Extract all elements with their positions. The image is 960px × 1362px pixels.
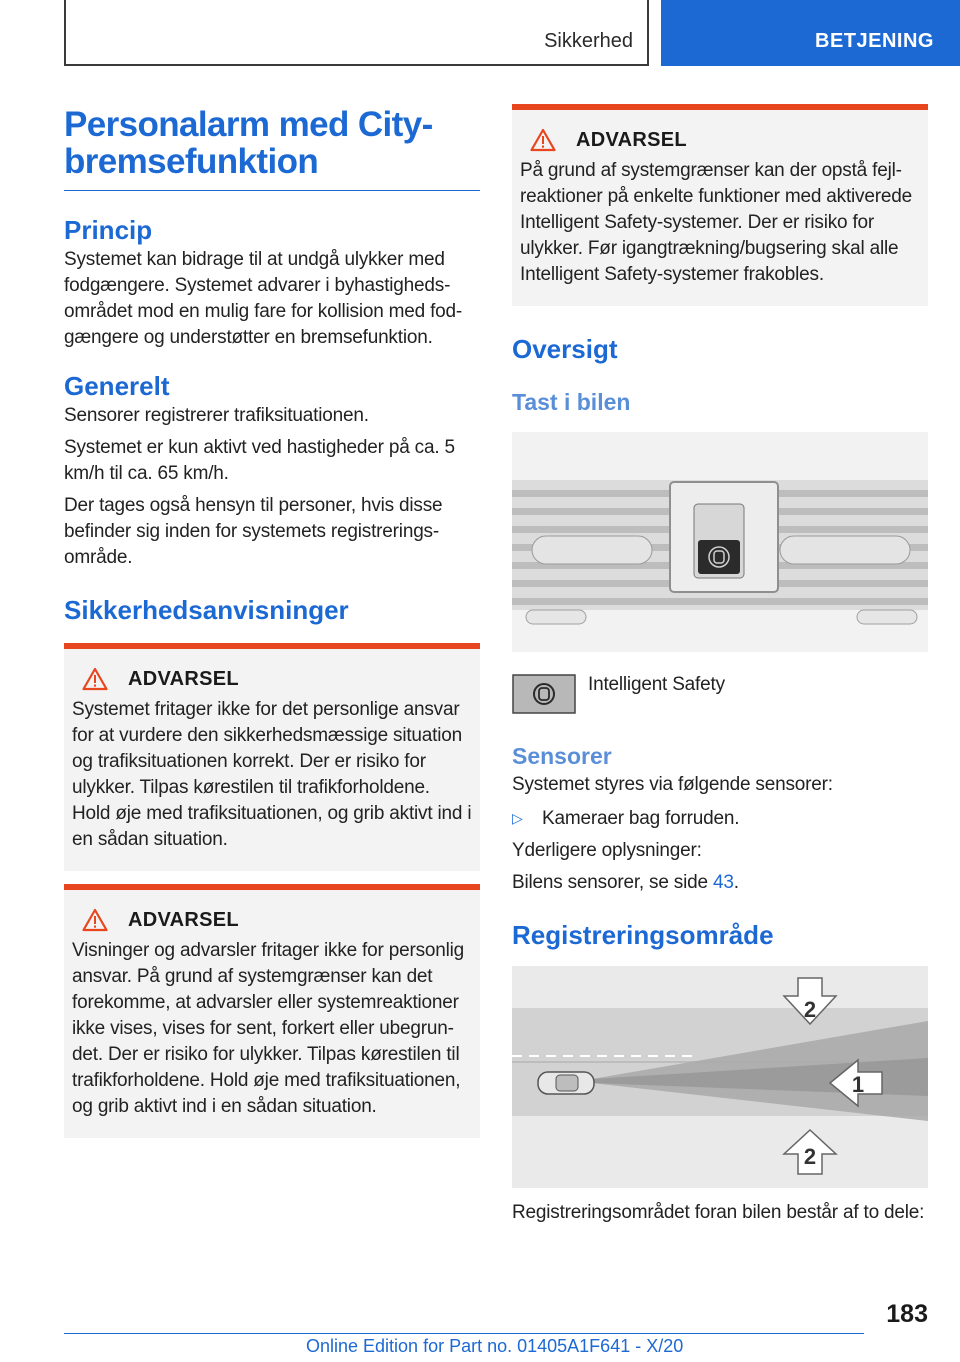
generelt-text-1: Sensorer registrerer trafiksituationen.: [64, 405, 369, 426]
intelligent-safety-button-icon: [512, 674, 576, 714]
warning-text-3: På grund af systemgrænser kan der opstå fejlreaktioner på enkelte funktioner med aktiverede Intelligent Safety-systemer. Der er risiko for ulykker. Før igangtrækning/bugsering skal alle Intelligent Safety-systemer frakobles.: [520, 160, 912, 285]
warning-triangle-icon: [82, 908, 108, 932]
header-chapter-title: BETJENING: [815, 30, 934, 52]
sensorer-text-3: Bilens sensorer, se side 43.: [512, 872, 739, 893]
list-bullet-triangle-icon: ▷: [512, 810, 523, 826]
registrering-heading: Registreringsområde: [512, 920, 774, 950]
princip-heading: Princip: [64, 215, 153, 245]
warning-box-1: [64, 643, 480, 871]
sensorer-text-2: Yderligere oplysninger:: [512, 840, 702, 861]
warning-title-1: ADVARSEL: [128, 667, 239, 690]
bullet-text: Kameraer bag forruden.: [542, 808, 740, 829]
detection-area-diagram: [512, 966, 928, 1188]
header-section-title: Sikkerhed: [544, 30, 633, 52]
right-column: [512, 104, 928, 1226]
generelt-text-3: Der tages også hensyn til personer, hvis disse befinder sig inden for systemets registreringsområde.: [64, 495, 443, 568]
footer-edition: Online Edition for Part no. 01405A1F641 - X/20: [306, 1336, 684, 1356]
footer-divider: [64, 1333, 864, 1334]
warning-title-2: ADVARSEL: [128, 908, 239, 931]
warning-box-3: [512, 104, 928, 306]
warning-text-2: Visninger og advarsler fritager ikke for personlig ansvar. På grund af systemgrænser kan det forekomme, at advarsler eller systemreaktioner ikke vises, vises for sent, forkert eller ubegrundet. Der er risiko for ulykker. Tilpas kørestilen til trafikforholdene. Hold øje med trafiksituationen, og grib aktivt ind i en sådan situation.: [72, 940, 465, 1117]
generelt-heading: Generelt: [64, 371, 170, 401]
oversigt-heading: Oversigt: [512, 334, 618, 364]
page-title: Personalarm med City- bremsefunktion: [64, 106, 480, 191]
registrering-text: Registreringsområdet foran bilen består af to dele:: [512, 1202, 925, 1223]
warning-triangle-icon: [82, 667, 108, 691]
button-label: Intelligent Safety: [588, 674, 725, 695]
button-panel-photo: [512, 432, 928, 652]
tast-heading: Tast i bilen: [512, 389, 631, 415]
left-column: [64, 100, 480, 1138]
label-2-bottom: 2: [803, 1144, 817, 1169]
warning-box-2: [64, 884, 480, 1138]
header-chapter-box: [661, 0, 960, 66]
warning-triangle-icon: [530, 128, 556, 152]
safety-heading: Sikkerhedsanvisninger: [64, 595, 349, 625]
warning-title-3: ADVARSEL: [576, 128, 687, 151]
header-section-box: [64, 0, 649, 66]
page-number: 183: [886, 1300, 928, 1328]
button-panel-image: [512, 432, 928, 652]
button-legend-row: [512, 674, 928, 714]
warning-text-1: Systemet fritager ikke for det personlige ansvar for at vurdere den sikkerhedsmæssige situation og trafiksituationen korrekt. Der er risiko for ulykker. Tilpas kørestilen til trafikforholdene. Hold øje med trafiksituationen, og grib aktivt ind i en sådan situation.: [72, 699, 472, 850]
car-icon: [538, 1072, 594, 1094]
label-2-top: 2: [803, 997, 817, 1022]
generelt-text-2: Systemet er kun aktivt ved hastigheder på ca. 5 km/h til ca. 65 km/h.: [64, 437, 455, 484]
princip-text: Systemet kan bidrage til at undgå ulykker med fodgængere. Systemet advarer i byhastighedsområdet mod en mulig fare for kollision med fodgængere og understøtter en bremsefunktion.: [64, 249, 463, 348]
list-item: [512, 806, 928, 832]
page-link[interactable]: 43: [712, 872, 734, 893]
sensorer-text-1: Systemet styres via følgende sensorer:: [512, 774, 833, 795]
sensorer-heading: Sensorer: [512, 743, 612, 769]
label-1: 1: [851, 1072, 865, 1097]
